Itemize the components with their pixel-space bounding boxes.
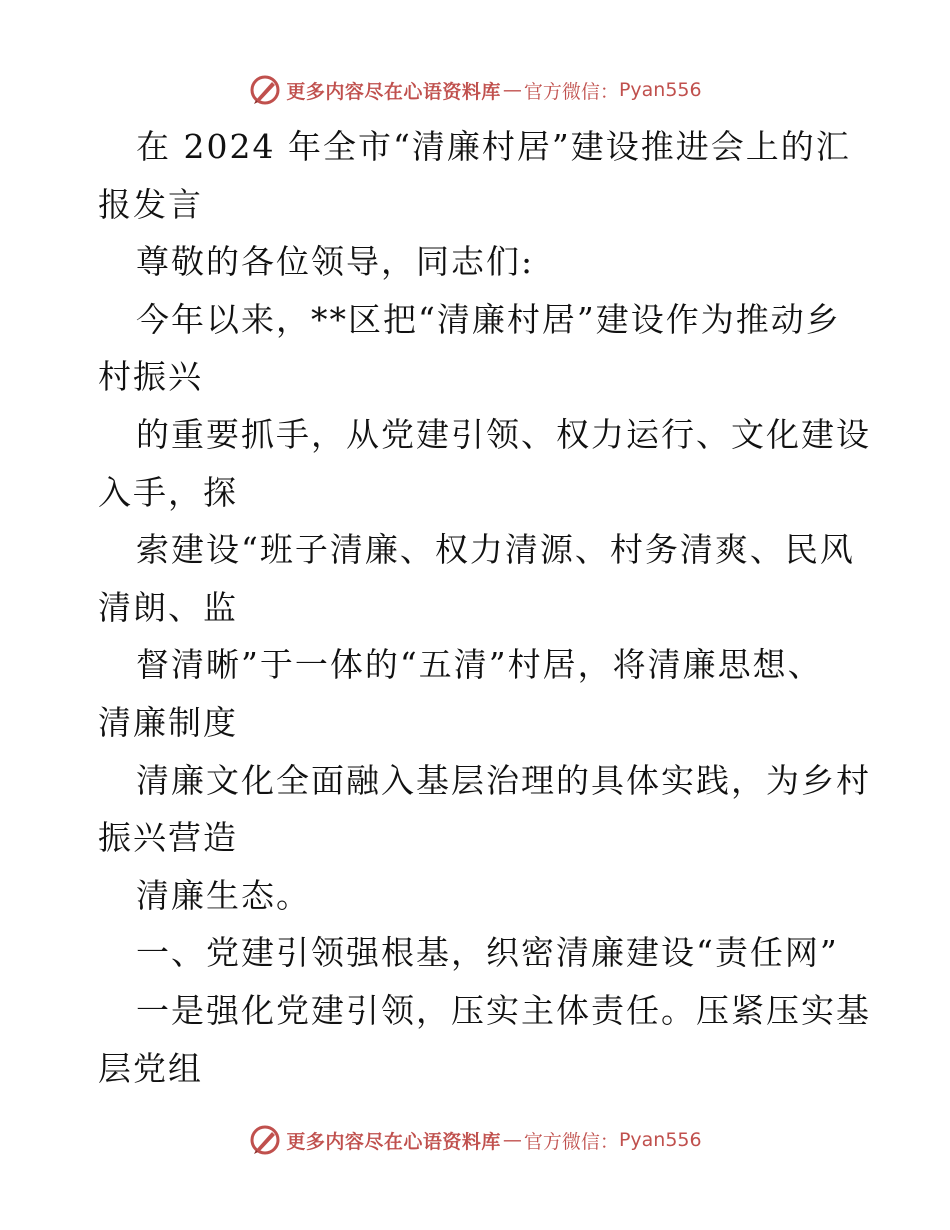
text-line: 报发言: [98, 184, 203, 224]
text-line: 层党组: [98, 1048, 203, 1088]
banner-separator: —: [502, 1129, 522, 1151]
text-line: 清廉文化全面融入基层治理的具体实践，为乡村: [136, 760, 871, 800]
text-line: 村振兴: [98, 357, 203, 397]
pen-circle-logo-icon: [248, 73, 282, 107]
text-line: 清廉制度: [98, 702, 238, 742]
banner-brand: 更多内容尽在心语资料库: [286, 80, 501, 103]
text-line: 一是强化党建引领，压实主体责任。压紧压实基: [136, 990, 871, 1030]
text-line: 的重要抓手，从党建引领、权力运行、文化建设: [136, 414, 871, 454]
text-line: 清朗、监: [98, 587, 238, 627]
banner-official-label: 官方微信：: [523, 1130, 619, 1153]
text-line: 督清晰”于一体的“五清”村居，将清廉思想、: [136, 645, 823, 685]
text-line: 入手，探: [98, 472, 238, 512]
text-line: 索建设“班子清廉、权力清源、村务清爽、民风: [136, 530, 855, 570]
footer-banner: [0, 1120, 950, 1160]
header-banner: [0, 70, 950, 110]
text-line: 今年以来，**区把“清廉村居”建设作为推动乡: [136, 299, 841, 339]
text-line: 振兴营造: [98, 818, 238, 858]
banner-separator: —: [502, 79, 522, 101]
banner-wechat-id: Pyan556: [618, 79, 702, 101]
text-line: 在 2024 年全市“清廉村居”建设推进会上的汇: [136, 127, 851, 166]
text-line: 一、党建引领强根基，织密清廉建设“责任网”: [136, 933, 839, 973]
banner-official-label: 官方微信：: [523, 80, 619, 103]
banner-brand: 更多内容尽在心语资料库: [286, 1130, 501, 1153]
text-line: 清廉生态。: [136, 875, 311, 915]
text-line: 尊敬的各位领导，同志们:: [136, 242, 535, 282]
document-body: [98, 118, 871, 1097]
pen-circle-logo-icon: [248, 1123, 282, 1157]
banner-wechat-id: Pyan556: [618, 1129, 702, 1151]
